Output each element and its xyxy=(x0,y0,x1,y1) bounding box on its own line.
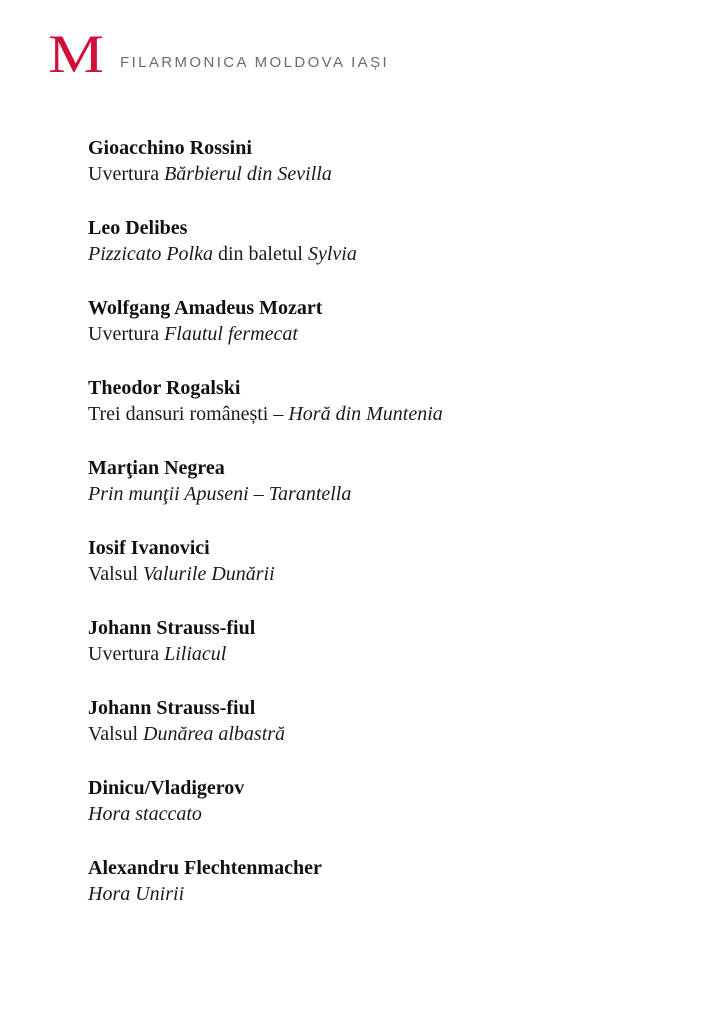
org-name: FILARMONICA MOLDOVA IAȘI xyxy=(120,54,390,71)
program-item xyxy=(88,375,688,427)
program-item xyxy=(88,295,688,347)
work-title xyxy=(88,881,688,907)
program-item xyxy=(88,455,688,507)
composer-name: Iosif Ivanovici xyxy=(88,537,210,559)
composer-name: Wolfgang Amadeus Mozart xyxy=(88,297,323,319)
program-item xyxy=(88,535,688,587)
composer-name: Leo Delibes xyxy=(88,217,188,239)
program-item xyxy=(88,775,688,827)
work-title xyxy=(88,401,688,427)
work-title xyxy=(88,721,688,747)
work-title-italic: Prin munţii Apuseni – Tarantella xyxy=(88,483,352,505)
program-item xyxy=(88,695,688,747)
work-title-italic: Liliacul xyxy=(164,643,227,665)
composer-name: Johann Strauss-fiul xyxy=(88,617,256,639)
work-title xyxy=(88,641,688,667)
composer-name: Dinicu/Vladigerov xyxy=(88,777,245,799)
work-title-italic: Sylvia xyxy=(307,243,357,265)
work-title xyxy=(88,161,688,187)
work-title xyxy=(88,801,688,827)
program-item xyxy=(88,135,688,187)
work-title-italic: Hora Unirii xyxy=(88,883,185,905)
filarmonica-logo-icon xyxy=(48,32,108,74)
work-title-italic: Horă din Muntenia xyxy=(288,403,443,425)
work-title xyxy=(88,561,688,587)
work-title-italic: Pizzicato Polka xyxy=(88,243,213,265)
work-title-text: Valsul xyxy=(88,563,143,585)
program-item xyxy=(88,215,688,267)
work-title xyxy=(88,241,688,267)
composer-name: Marţian Negrea xyxy=(88,457,225,479)
work-title-text: Uvertura xyxy=(88,163,165,185)
work-title-italic: Flautul fermecat xyxy=(164,323,298,345)
work-title-text: Trei dansuri românești – xyxy=(88,403,289,425)
composer-name: Johann Strauss-fiul xyxy=(88,697,256,719)
work-title-italic: Hora staccato xyxy=(88,803,202,825)
composer-name: Theodor Rogalski xyxy=(88,377,241,399)
program-item xyxy=(88,615,688,667)
work-title-italic: Bărbierul din Sevilla xyxy=(164,163,332,185)
work-title-italic: Valurile Dunării xyxy=(143,563,275,585)
program-item xyxy=(88,855,688,907)
work-title-italic: Dunărea albastră xyxy=(143,723,286,745)
composer-name: Alexandru Flechtenmacher xyxy=(88,857,322,879)
work-title-text: Valsul xyxy=(88,723,143,745)
work-title xyxy=(88,321,688,347)
composer-name: Gioacchino Rossini xyxy=(88,137,252,159)
work-title-text: Uvertura xyxy=(88,323,165,345)
page-header xyxy=(48,30,389,74)
work-title-text: Uvertura xyxy=(88,643,165,665)
work-title xyxy=(88,481,688,507)
svg-text:M: M xyxy=(48,32,104,74)
work-title-text: din baletul xyxy=(212,243,308,265)
concert-program xyxy=(88,135,688,935)
